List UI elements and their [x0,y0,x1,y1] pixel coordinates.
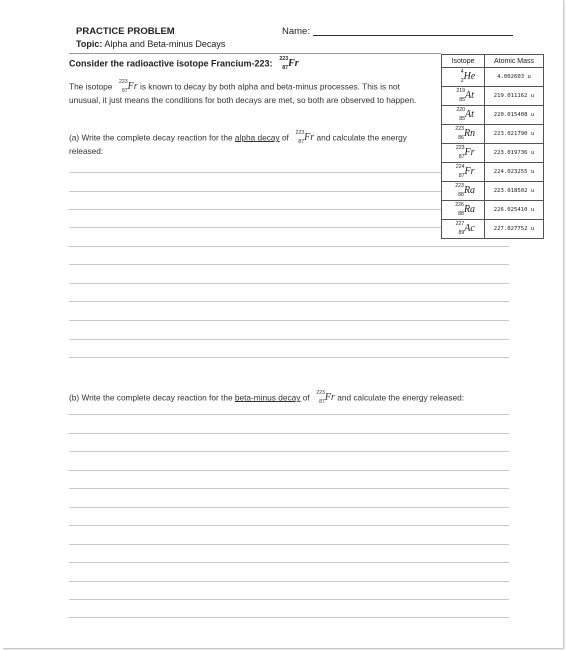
answer-line[interactable] [69,599,509,600]
table-row [442,201,544,220]
answer-line[interactable] [69,507,509,508]
answer-line[interactable] [69,191,441,192]
answer-line[interactable] [69,544,509,545]
isotope-cell: 4 2 He [442,68,485,87]
isotope-cell: 224 87 Fr [442,163,485,182]
table-row [442,68,544,87]
part-b-question: (b) Write the complete decay reaction for the beta-minus decay of 223 87 Fr and calculate the energy released: [69,390,465,405]
answer-line[interactable] [69,581,509,582]
atomic-mass-cell: 219.011162 u [485,87,544,106]
isotope-cell: 223 88 Ra [442,182,485,201]
francium-nuclide: 223 87 Fr [119,79,138,94]
answer-line[interactable] [69,264,509,265]
atomic-mass-header: Atomic Mass [485,55,544,68]
atomic-mass-cell: 223.021790 u [485,125,544,144]
isotope-cell: 223 86 Rn [442,125,485,144]
table-row [442,87,544,106]
answer-line[interactable] [69,227,441,228]
answer-line[interactable] [69,414,509,415]
isotope-cell: 226 88 Ra [442,201,485,220]
isotope-cell: 227 89 Ac [442,220,485,239]
isotope-header: Isotope [442,55,485,68]
table-row [442,125,544,144]
table-row [442,106,544,125]
table-row [442,144,544,163]
answer-line[interactable] [69,562,509,563]
isotope-cell: 220 85 At [442,106,485,125]
isotope-cell: 223 87 Fr [442,144,485,163]
consider-heading: Consider the radioactive isotope Francium-223: 223 87 Fr [69,56,299,71]
atomic-mass-cell: 224.023255 u [485,163,544,182]
worksheet-page [3,0,564,649]
answer-line[interactable] [69,320,509,321]
intro-paragraph: The isotope 223 87 Fr is known to decay by both alpha and beta-minus processes. This is not unusual, it just means the conditions for both decays are met, so both are observed to happen. [69,79,417,105]
answer-line[interactable] [69,339,509,340]
answer-line[interactable] [69,451,509,452]
name-label: Name: [282,26,310,37]
topic-line [76,39,225,49]
atomic-mass-cell: 227.027752 u [485,220,544,239]
answer-line[interactable] [69,301,509,302]
atomic-mass-cell: 223.019736 u [485,144,544,163]
francium-nuclide: 223 87 Fr [295,130,315,145]
page-title: PRACTICE PROBLEM [76,26,175,37]
answer-line[interactable] [69,488,509,489]
francium-nuclide: 223 87 Fr [279,56,299,71]
answer-line[interactable] [69,246,509,247]
atomic-mass-cell: 4.002603 u [485,68,544,87]
atomic-mass-cell: 226.025410 u [485,201,544,220]
answer-line[interactable] [69,525,509,526]
table-row [442,163,544,182]
francium-nuclide: 223 87 Fr [316,390,335,405]
atomic-mass-cell: 220.015408 u [485,106,544,125]
answer-line[interactable] [69,283,509,284]
table-row [442,220,544,239]
answer-line[interactable] [69,172,441,173]
header-divider [69,53,441,54]
answer-line[interactable] [69,617,509,618]
answer-line[interactable] [69,433,509,434]
alpha-decay-term: alpha decay [234,132,280,143]
answer-line[interactable] [69,357,509,358]
answer-line[interactable] [69,209,441,210]
beta-minus-decay-term: beta-minus decay [234,392,301,403]
answer-line[interactable] [69,470,509,471]
topic-value: Alpha and Beta-minus Decays [104,39,226,49]
name-field[interactable] [313,35,513,36]
part-a-question: (a) Write the complete decay reaction for the alpha decay of 223 87 Fr and calculate the energy released: [69,130,407,156]
atomic-mass-cell: 223.018502 u [485,182,544,201]
atomic-mass-table [441,54,544,239]
table-row [442,182,544,201]
isotope-cell: 219 85 At [442,87,485,106]
topic-label: Topic: [76,39,103,49]
